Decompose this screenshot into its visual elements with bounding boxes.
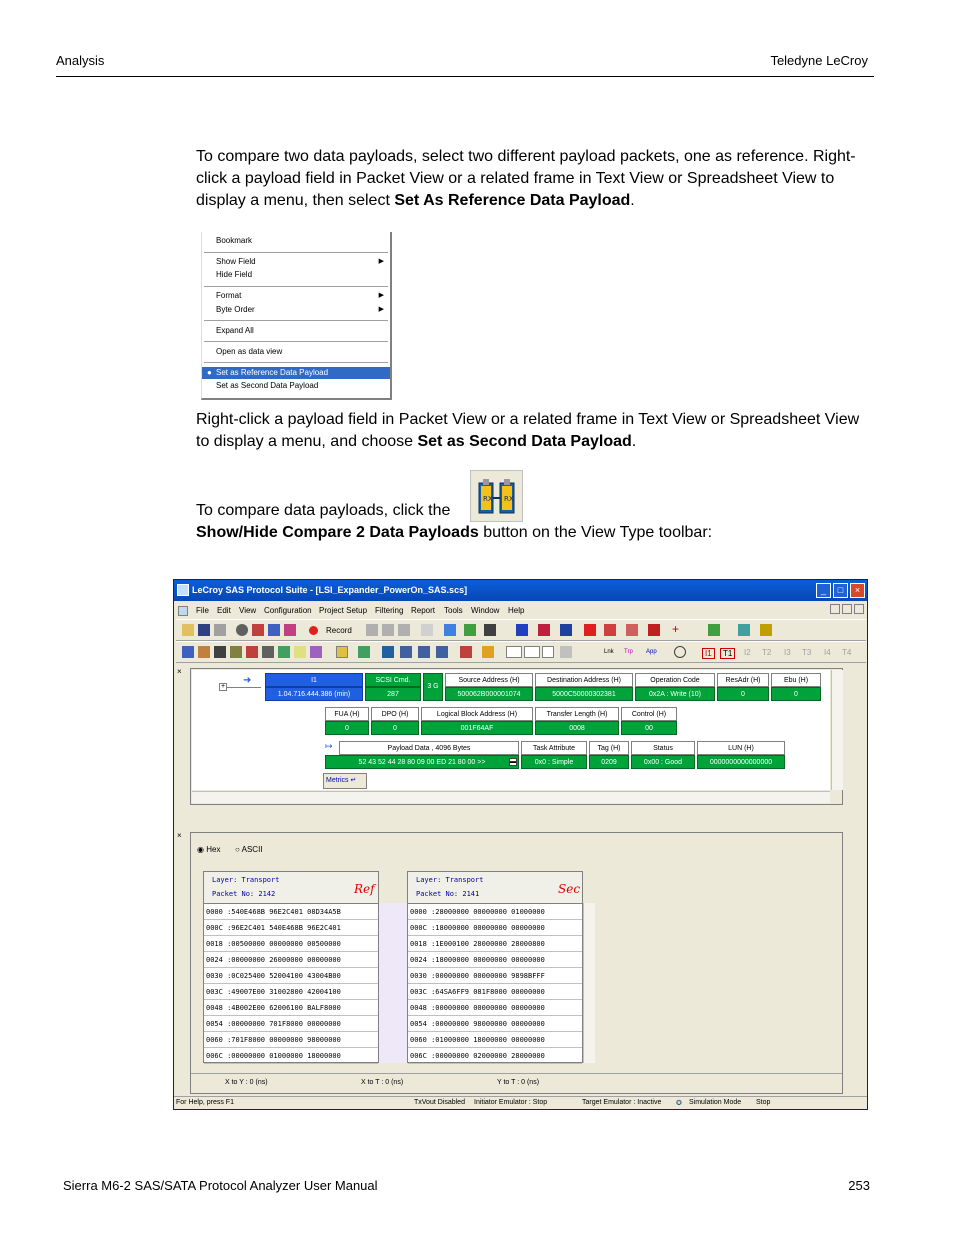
status-sim-mode: Simulation Mode	[689, 1099, 742, 1106]
paragraph-compare-bold: Show/Hide Compare 2 Data Payloads	[196, 524, 479, 541]
menu-bar	[174, 602, 867, 618]
second-packet-no: Packet No: 2141	[416, 890, 480, 898]
menu-item-expand-all[interactable]: Expand All	[216, 326, 254, 335]
hex-row: 0000 :28000000 00000000 01000000	[408, 904, 582, 920]
sc-icon[interactable]	[542, 646, 554, 658]
menu-separator	[204, 362, 388, 363]
field-lba-value[interactable]: 001F64AF	[421, 721, 533, 735]
clock-icon[interactable]	[674, 646, 686, 658]
zoom-out-icon[interactable]	[418, 646, 430, 658]
find-next-icon[interactable]	[538, 624, 550, 636]
paragraph-second-end: .	[631, 433, 637, 450]
menu-item-set-second-payload[interactable]: Set as Second Data Payload	[216, 381, 319, 390]
header-rule	[56, 76, 874, 77]
save-icon[interactable]	[198, 624, 210, 636]
menu-tools[interactable]: Tools	[444, 606, 463, 615]
reference-payload-header	[204, 872, 378, 904]
record-icon[interactable]	[309, 626, 318, 635]
reference-stamp: Ref	[354, 882, 375, 896]
diff-gutter	[379, 903, 407, 1063]
hex-row: 0048 :00000000 00000000 00000000	[408, 1000, 582, 1016]
svg-text:RX: RX	[504, 495, 514, 503]
field-status-header[interactable]: Status	[631, 741, 695, 755]
trigger-i4[interactable]: I4	[824, 648, 831, 657]
y-to-t-readout: Y to T : 0 (ns)	[497, 1079, 540, 1086]
paragraph-reference-end: .	[630, 192, 635, 209]
run-icon[interactable]	[708, 624, 720, 636]
field-tag-header[interactable]: Tag (H)	[589, 741, 629, 755]
calc-icon[interactable]	[738, 624, 750, 636]
compare-vertical-scrollbar[interactable]	[583, 903, 595, 1063]
trigger-i3[interactable]: I3	[784, 648, 791, 657]
field-time-value[interactable]: 1.04.716.444.386 (min)	[265, 687, 363, 701]
highlight-icon[interactable]	[460, 646, 472, 658]
app-icon	[177, 584, 189, 596]
status-txvout: TxVout Disabled	[414, 1099, 465, 1106]
menu-separator	[204, 341, 388, 342]
delete-icon[interactable]	[648, 624, 660, 636]
field-status-value[interactable]: 0x00 : Good	[631, 755, 695, 769]
compare-pane-close-icon[interactable]: ×	[177, 831, 182, 840]
pause-icon[interactable]	[382, 624, 394, 636]
paragraph-second	[196, 409, 876, 453]
trigger-t4[interactable]: T4	[842, 648, 852, 657]
field-lun-value[interactable]: 0000000000000000	[697, 755, 785, 769]
hex-radio[interactable]	[197, 845, 220, 854]
hex-row: 0054 :00000000 701F8000 00000000	[204, 1016, 378, 1032]
hex-row: 0054 :00000000 98000000 00000000	[408, 1016, 582, 1032]
field-dpo-value[interactable]: 0	[371, 721, 419, 735]
field-task-attribute-header[interactable]: Task Attribute	[521, 741, 587, 755]
field-fua-header[interactable]: FUA (H)	[325, 707, 369, 721]
waveform-icon[interactable]	[262, 646, 274, 658]
trigger-i1[interactable]: I1	[702, 648, 715, 659]
hex-row: 0030 :0C025400 52004100 43004B00	[204, 968, 378, 984]
menu-item-format-label: Format	[216, 291, 242, 300]
paragraph-compare	[196, 500, 876, 522]
menu-configuration[interactable]: Configuration	[264, 606, 312, 615]
menu-separator	[204, 320, 388, 321]
layer-app-label[interactable]: App	[646, 649, 657, 655]
window-title-bar	[174, 580, 867, 601]
minimize-button[interactable]: _	[816, 583, 831, 598]
trigger-i2[interactable]: I2	[744, 648, 751, 657]
upload-icon[interactable]	[398, 624, 410, 636]
field-operation-code-value[interactable]: 0x2A : Write (10)	[635, 687, 715, 701]
field-tag-value[interactable]: 0209	[589, 755, 629, 769]
hex-row: 0060 :701F8000 00000000 98000000	[204, 1032, 378, 1048]
filter-icon[interactable]	[284, 624, 296, 636]
menu-filtering[interactable]: Filtering	[375, 606, 404, 615]
binoculars-icon[interactable]	[484, 624, 496, 636]
field-task-attribute-value[interactable]: 0x0 : Simple	[521, 755, 587, 769]
context-menu	[201, 232, 392, 400]
second-payload-header	[408, 872, 582, 904]
paragraph-reference	[196, 146, 876, 212]
compare-payloads-button-icon[interactable]	[336, 646, 348, 658]
menu-item-set-reference-payload[interactable]	[202, 367, 390, 379]
lock-icon[interactable]	[421, 624, 433, 636]
menu-item-byte-order[interactable]	[202, 304, 390, 316]
second-stamp: Sec	[558, 882, 581, 896]
speed-8b-icon[interactable]	[524, 646, 540, 658]
field-resadr-header[interactable]: ResAdr (H)	[717, 673, 769, 687]
bookmark-icon[interactable]	[604, 624, 616, 636]
paragraph-compare-line2	[196, 522, 876, 544]
summary-icon[interactable]	[358, 646, 370, 658]
ascii-label: ASCII	[241, 845, 263, 854]
field-resadr-value[interactable]: 0	[717, 687, 769, 701]
tree-connector	[227, 687, 261, 688]
field-transfer-length-value[interactable]: 0008	[535, 721, 619, 735]
ascii-radio-icon: ○	[235, 845, 240, 854]
close-button[interactable]: ×	[850, 583, 865, 598]
hex-row: 003C :49007E00 31002800 42004100	[204, 984, 378, 1000]
menu-item-hide-field[interactable]: Hide Field	[216, 270, 253, 279]
expand-icon[interactable]: +	[220, 683, 226, 690]
packet-view-icon[interactable]	[182, 646, 194, 658]
hex-row: 000C :96E2C401 540E468B 96E2C401	[204, 920, 378, 936]
menu-item-bookmark[interactable]: Bookmark	[216, 236, 253, 245]
trigger-t1[interactable]: T1	[720, 648, 735, 659]
main-toolbar	[176, 619, 866, 641]
disabled-icon	[560, 646, 572, 658]
layer-lnk-label[interactable]: Lnk	[604, 649, 614, 655]
status-help: For Help, press F1	[176, 1099, 234, 1106]
stats-icon[interactable]	[310, 646, 322, 658]
find-prev-icon[interactable]	[560, 624, 572, 636]
ascii-radio[interactable]	[235, 845, 263, 854]
search-icon[interactable]	[516, 624, 528, 636]
timing-view-icon[interactable]	[230, 646, 242, 658]
packet-pane-close-icon[interactable]: ×	[177, 667, 182, 676]
field-ebu-value[interactable]: 0	[771, 687, 821, 701]
doc-icon	[178, 606, 188, 616]
paragraph-second-text: Right-click a payload field in Packet View or a related frame in Text View or Spreadsheet View to display a menu, and choose	[196, 411, 860, 450]
menu-item-byte-order-label: Byte Order	[216, 305, 255, 314]
submenu-arrow-icon: ▶	[378, 258, 384, 265]
hex-row: 003C :64SA6FF9 081F8000 00000000	[408, 984, 582, 1000]
field-destination-address-value[interactable]: 5000C50000302381	[535, 687, 633, 701]
metrics-label: Metrics	[326, 777, 349, 784]
reference-packet-no: Packet No: 2142	[212, 890, 276, 898]
field-scsi-cmd-value[interactable]: 287	[365, 687, 421, 701]
hex-label: Hex	[206, 845, 221, 854]
paragraph-compare-end: button on the View Type toolbar:	[478, 524, 713, 541]
print-icon[interactable]	[214, 624, 226, 636]
battery-icon[interactable]	[760, 624, 772, 636]
page-header-section: Analysis	[56, 53, 105, 68]
add-icon[interactable]: +	[672, 622, 680, 636]
field-destination-address-header[interactable]: Destination Address (H)	[535, 673, 633, 687]
zoom-fit-icon[interactable]	[436, 646, 448, 658]
mdi-minimize-button[interactable]	[830, 604, 840, 614]
hex-row: 0024 :00000000 26000000 00000000	[204, 952, 378, 968]
compare-payloads-pane	[190, 832, 843, 1094]
hex-row: 0024 :18000000 00000000 00000000	[408, 952, 582, 968]
field-ebu-header[interactable]: Ebu (H)	[771, 673, 821, 687]
open-icon[interactable]	[182, 624, 194, 636]
field-source-address-header[interactable]: Source Address (H)	[445, 673, 533, 687]
hex-row: 0018 :00500000 00000000 00500000	[204, 936, 378, 952]
second-layer: Layer: Transport	[416, 876, 484, 884]
x-to-y-readout: X to Y : 0 (ns)	[225, 1079, 268, 1086]
submenu-arrow-icon: ▶	[378, 306, 384, 313]
paragraph-compare-text: To compare data payloads, click the	[196, 502, 451, 519]
decode-icon[interactable]	[382, 646, 394, 658]
status-target: Target Emulator : Inactive	[582, 1099, 662, 1106]
payload-expand-icon[interactable]: ▬	[510, 759, 516, 765]
menu-file[interactable]: File	[196, 606, 209, 615]
menu-separator	[204, 286, 388, 287]
project-icon[interactable]	[252, 624, 264, 636]
field-lun-header[interactable]: LUN (H)	[697, 741, 785, 755]
arrow-icon: ➜	[243, 675, 252, 686]
menu-window[interactable]: Window	[471, 606, 500, 615]
menu-item-show-field-label: Show Field	[216, 257, 256, 266]
menu-item-show-field[interactable]	[202, 256, 390, 268]
cursor-readouts	[191, 1073, 842, 1093]
list-icon[interactable]	[294, 646, 306, 658]
reference-payload-box	[203, 871, 379, 1063]
page-number: 253	[848, 1178, 870, 1193]
config-icon[interactable]	[268, 624, 280, 636]
trigger-icon[interactable]	[584, 624, 596, 636]
pointer-icon[interactable]	[444, 624, 456, 636]
status-sim-state: Stop	[756, 1099, 771, 1106]
field-scsi-cmd-header[interactable]: SCSI Cmd.	[365, 673, 421, 687]
packet-view-pane	[190, 668, 843, 805]
menu-edit[interactable]: Edit	[217, 606, 231, 615]
field-control-value[interactable]: 00	[621, 721, 677, 735]
hex-row: 006C :00000000 02000000 28000000	[408, 1048, 582, 1064]
color-icon[interactable]	[482, 646, 494, 658]
hex-row: 0048 :4B002E00 62006100 BALF8000	[204, 1000, 378, 1016]
x-to-t-readout: X to T : 0 (ns)	[361, 1079, 404, 1086]
menu-separator	[204, 252, 388, 253]
hex-row: 000C :18000000 00000000 00000000	[408, 920, 582, 936]
hex-row: 006C :00000000 01000000 18000000	[204, 1048, 378, 1064]
view-type-toolbar	[176, 641, 866, 663]
maximize-button[interactable]: □	[833, 583, 848, 598]
layer-trp-label[interactable]: Trp	[624, 649, 633, 655]
field-fua-value[interactable]: 0	[325, 721, 369, 735]
reference-layer: Layer: Transport	[212, 876, 280, 884]
menu-report[interactable]: Report	[411, 606, 436, 615]
paragraph-reference-text: To compare two data payloads, select two different payload packets, one as reference. Right-click a payload field in Packet View or a related frame in Text View or Spreadsheet View to display a menu, then select	[196, 148, 856, 209]
second-payload-box	[407, 871, 583, 1063]
menu-help[interactable]: Help	[508, 606, 525, 615]
hex-row: 0000 :540E468B 96E2C401 08D34A5B	[204, 904, 378, 920]
footer-title: Sierra M6-2 SAS/SATA Protocol Analyzer User Manual	[63, 1178, 378, 1193]
page-header-brand: Teledyne LeCroy	[770, 53, 868, 68]
field-lba-header[interactable]: Logical Block Address (H)	[421, 707, 533, 721]
settings-icon[interactable]	[236, 624, 248, 636]
compare-payloads-icon[interactable]	[470, 470, 523, 522]
record-label[interactable]: Record	[326, 626, 352, 635]
status-initiator: Initiator Emulator : Stop	[474, 1099, 548, 1106]
protocol-suite-window	[173, 579, 868, 1110]
speed-10d-icon[interactable]	[506, 646, 522, 658]
trigger-t3[interactable]: T3	[802, 648, 812, 657]
window-title: LeCroy SAS Protocol Suite - [LSI_Expander_PowerOn_SAS.scs]	[192, 585, 468, 595]
menu-view[interactable]: View	[239, 606, 257, 615]
hex-row: 0030 :00000000 00000000 9898BFFF	[408, 968, 582, 984]
paragraph-reference-bold: Set As Reference Data Payload	[394, 192, 631, 209]
selected-bullet-icon: ●	[207, 368, 212, 377]
field-speed[interactable]: 3 G	[423, 673, 443, 701]
field-transfer-length-header[interactable]: Transfer Length (H)	[535, 707, 619, 721]
hex-row: 0018 :1E000100 28000000 28000800	[408, 936, 582, 952]
packet-horizontal-scrollbar[interactable]	[192, 791, 830, 803]
clear-icon[interactable]	[626, 624, 638, 636]
field-payload-header[interactable]: Payload Data , 4096 Bytes	[339, 741, 519, 755]
trigger-t2[interactable]: T2	[762, 648, 772, 657]
grid-view-icon[interactable]	[198, 646, 210, 658]
menu-project-setup[interactable]: Project Setup	[319, 606, 368, 615]
simulation-icon: ✪	[676, 1100, 682, 1107]
menu-item-set-reference-label: Set as Reference Data Payload	[216, 368, 329, 377]
spreadsheet-icon[interactable]	[246, 646, 258, 658]
status-bar	[174, 1096, 867, 1110]
hex-radio-icon: ◉	[197, 845, 204, 854]
tree-icon[interactable]	[464, 624, 476, 636]
packet-vertical-scrollbar[interactable]	[831, 670, 843, 790]
field-source-address-value[interactable]: 500062B000001074	[445, 687, 533, 701]
menu-item-open-data-view[interactable]: Open as data view	[216, 347, 283, 356]
mdi-restore-button[interactable]	[842, 604, 852, 614]
field-dpo-header[interactable]: DPO (H)	[371, 707, 419, 721]
field-i1-header[interactable]: I1	[265, 673, 363, 687]
field-operation-code-header[interactable]: Operation Code	[635, 673, 715, 687]
hex-row: 0060 :01000000 18000000 00000000	[408, 1032, 582, 1048]
submenu-arrow-icon: ▶	[378, 292, 384, 299]
field-control-header[interactable]: Control (H)	[621, 707, 677, 721]
stop-icon[interactable]	[366, 624, 378, 636]
metrics-button[interactable]: Metrics ↵	[323, 773, 367, 789]
mdi-close-button[interactable]	[854, 604, 864, 614]
link-icon[interactable]	[278, 646, 290, 658]
payload-arrow-icon: ↦	[325, 741, 333, 751]
zoom-in-icon[interactable]	[400, 646, 412, 658]
svg-text:RX: RX	[483, 495, 493, 503]
menu-item-format[interactable]	[202, 290, 390, 302]
field-payload-value[interactable]: 52 43 52 44 28 80 09 00 ED 21 80 00 >>	[325, 755, 519, 769]
paragraph-second-bold: Set as Second Data Payload	[417, 433, 632, 450]
column-view-icon[interactable]	[214, 646, 226, 658]
